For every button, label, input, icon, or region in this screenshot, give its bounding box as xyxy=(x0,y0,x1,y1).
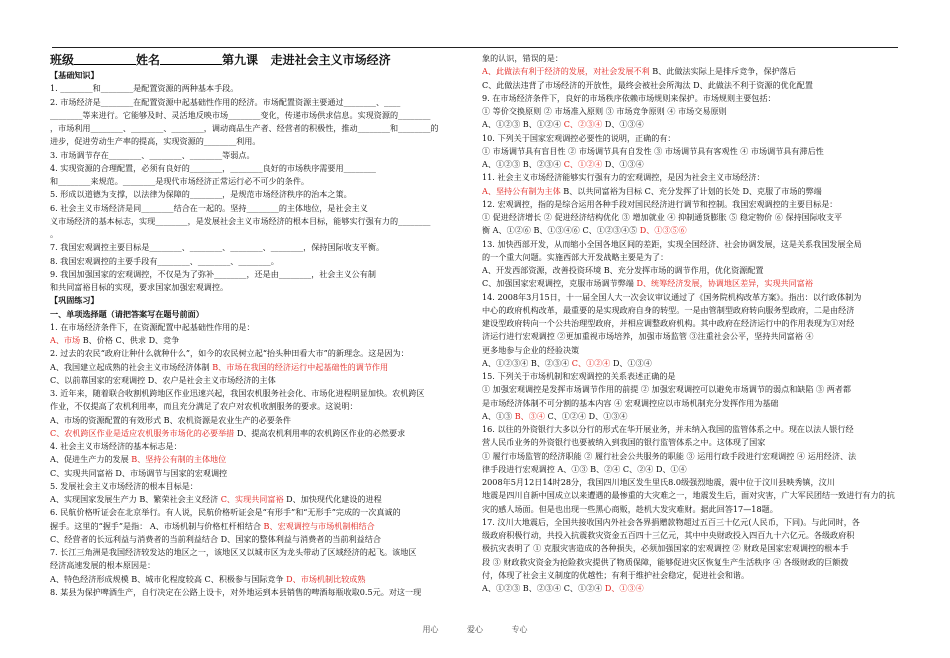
text-line: 义市场经济的基本标志，实现________，是发展社会主义市场经济的根本目标，能够实行强有力的________ xyxy=(50,215,431,226)
text-line: 经济高速发展的根本原因是： xyxy=(50,560,156,571)
class-label: 班级 xyxy=(50,53,75,67)
text-line: ________等来进行。它能够及时、灵活地反映市场________变化，传递市场供求信息。实现资源的________ xyxy=(50,109,431,120)
text-span: D、①③④ xyxy=(602,119,644,130)
text-line: 5. 形成以道德为支撑，以法律为保障的________，是规范市场经济秩序的治本之策。 xyxy=(50,189,352,200)
text-line: 建设型政府转向一个公共治理型政府，并相应调整政府机构。其中政府在经济运行中的作用表现为①对经 xyxy=(482,318,855,328)
right-text xyxy=(482,52,898,595)
text-line: 2. 市场经济是________在配置资源中起基础性作用的经济。市场配置资源主要通过________、____ xyxy=(50,96,401,107)
section-heading: 【巩固练习】 xyxy=(50,295,99,306)
text-span: C、加强国家宏观调控，克服市场调节弊端 xyxy=(482,278,637,289)
text-line: 地震是四川自新中国成立以来遭遇的最惨重的大灾难之一，地震发生后，面对灾害，广大军民团结一致进行有力的抗 xyxy=(482,490,895,501)
answer-highlight: C、实现共同富裕 xyxy=(220,494,284,504)
text-line: 13. 加快西部开发，从而缩小全国各地区间的差距，实现全国经济、社会协调发展，这是关系我国发展全局 xyxy=(482,238,862,249)
text-span: A、①②③ B、①②④ xyxy=(482,119,564,130)
text-line: 2. 过去的农民“政府让种什么就种什么”，如今的农民树立起“抬头种田看大市”的新理念。这是因为： xyxy=(50,348,409,359)
answer-highlight: D、市场机制比较成熟 xyxy=(286,573,366,584)
left-column xyxy=(50,52,460,599)
text-line: 1. ________和________是配置资源的两种基本手段。 xyxy=(50,83,239,94)
text-line: 17. 汶川大地震后，全国共接收国内外社会各界捐赠款物超过五百三十亿元(人民币，下同)。与此同时，各 xyxy=(482,516,860,527)
text-line: 更多地参与企业的经验决策 xyxy=(482,344,580,355)
text-line: 9. 我国加强国家的宏观调控，不仅是为了弥补________，还是由________，社会主义公有制 xyxy=(50,268,376,279)
name-blank xyxy=(160,53,222,65)
text-line: ，市场利用________、________、________，调动商品生产者、经营者的积极性，推动________和________的 xyxy=(50,123,439,133)
text-line: 4. 社会主义市场经济的基本标志是： xyxy=(50,441,182,451)
header-rule xyxy=(52,47,898,48)
text-line: 中心的政府机构改革，最重要的是实现政府自身的转型。一是由管制型政府转向服务型政府，二是由经济 xyxy=(482,304,855,315)
text-line: 2008年5月12日14时28分，我国四川地区发生里氏8.0级强烈地震，震中位于汶川县映秀镇，汶川 xyxy=(482,477,835,487)
text-line: 4. 实现资源的合理配置，必须有良好的________，________良好的市场秩序需要用________ xyxy=(50,162,376,173)
text-line xyxy=(482,582,898,595)
answer-highlight: C、①②④ xyxy=(563,159,603,169)
text-line: 6. 民航价格听证会在北京举行。有人说，民航价格听证会是“有形手”和“无形手”完成的一次真诚的 xyxy=(50,507,401,518)
text-span: A、①②③④ B、②③④ xyxy=(482,357,572,368)
lesson-label: 第九课 xyxy=(222,53,259,67)
answer-highlight: B、宏观调控与市场机制相结合 xyxy=(263,520,375,531)
text-line xyxy=(50,573,460,586)
text-line xyxy=(482,185,898,198)
answer-highlight: C、②③④ xyxy=(563,119,603,130)
text-line xyxy=(482,158,898,171)
text-line: 段 ③ 财政救灾资金为抢险救灾提供了物质保障，能够促进灾区恢复生产生活秩序 ④ 各级财政的巨额拨 xyxy=(482,556,849,567)
text-line: A、市场的资源配置的有效形式 B、农机资源是农业生产的必要条件 xyxy=(50,414,291,425)
class-blank xyxy=(74,53,136,65)
text-span: 11. 社会主义市场经济能够实行强有力的宏观调控，是因为社会主义市场经济： xyxy=(482,172,765,183)
text-line: 1. 在市场经济条件下，在资源配置中起基础性作用的是： xyxy=(50,321,255,332)
text-line xyxy=(50,520,460,533)
text-span: A、实现国家发展生产力 B、繁荣社会主义经济 xyxy=(50,494,221,504)
answer-highlight: C、农机跨区作业是适应农机服务市场化的必要举措 xyxy=(50,427,235,438)
text-span: A、特色经济形成规模 B、城市化程度较高 C、积极参与国际竞争 xyxy=(50,573,287,584)
text-span: B、价格 C、供求 D、竞争 xyxy=(80,335,180,345)
answer-highlight: B、市场在我国的经济运行中起基础性的调节作用 xyxy=(212,361,389,372)
text-line: 灾的感人场面。但是也出现一些黑心商贩，趁机大发灾难财。据此回答17—18题。 xyxy=(482,503,778,514)
text-line: ① 履行市场监管的经济职能 ② 履行社会公共服务的职能 ③ 运用行政手段进行宏观调控 ④ 运用经济、法 xyxy=(482,450,857,461)
lesson-title: 走进社会主义市场经济 xyxy=(270,53,391,67)
text-span: A、①③ xyxy=(482,410,515,421)
text-line: A、开发西部资源，改善投资环境 B、充分发挥市场的调节作用，优化资源配置 xyxy=(482,265,764,275)
text-line: 和共同富裕目标的实现，要求国家加强宏观调控。 xyxy=(50,282,229,292)
left-text xyxy=(50,69,460,599)
text-line: 级政府积极行动，共投入抗震救灾资金五百四十三亿元，其中中央财政投入四百九十六亿元。各级政府积 xyxy=(482,530,855,540)
text-span: D、提高农机利用率的农机跨区作业的必然要求 xyxy=(234,427,406,438)
text-line: 9. 在市场经济条件下，良好的市场秩序依赖市场规则来保护。市场规则主要包括： xyxy=(482,92,776,103)
text-line xyxy=(50,361,460,374)
page-footer: 用心 爱心 专心 xyxy=(422,625,528,634)
answer-highlight: B、坚持公有制的主体地位 xyxy=(131,454,227,465)
text-line xyxy=(50,334,460,347)
text-line xyxy=(482,65,898,78)
text-line: ① 市场调节具有盲目性 ② 市场调节具有自发性 ③ 市场调节具有客观性 ④ 市场调节具有滞后性 xyxy=(482,145,824,156)
text-span: D、加快现代化建设的进程 xyxy=(283,494,382,504)
text-line xyxy=(50,493,460,506)
page-title xyxy=(50,52,460,69)
text-line: 7. 我国宏观调控主要目标是________、________、________、________，保持国际收支平衡。 xyxy=(50,242,385,253)
answer-highlight: D、①③⑤⑥ xyxy=(639,225,687,236)
text-line: 16. 以往的外资银行大多以分行的形式在华开展业务，并未纳入我国的监管体系之中。现在以法人银行经 xyxy=(482,424,854,434)
text-line xyxy=(482,171,898,184)
text-line: C、此做法违背了市场经济的开放性，最终会被社会所淘汰 D、此做法不利于资源的优化配置 xyxy=(482,79,813,90)
right-column xyxy=(482,52,898,595)
text-span: D、①③④ xyxy=(610,357,652,368)
text-line: 象的认识，错误的是： xyxy=(482,53,563,63)
text-line: 和________来规范。________是现代市场经济正常运行必不可少的条件。 xyxy=(50,176,310,186)
answer-highlight: C、①②④ xyxy=(571,357,611,368)
text-line: 的一个重大问题。实施西部大开发战略主要是为了： xyxy=(482,251,669,262)
text-line: 3. 近年来，随着联合收割机跨地区作业迅速兴起，我国农机服务社会化、市场化进程明显加快。农机跨区 xyxy=(50,388,425,398)
answer-highlight: D、统筹经济发展，协调地区差异，实现共同富裕 xyxy=(636,278,813,289)
text-line xyxy=(482,410,898,423)
text-span: 衡 A、①②⑥ B、①③④⑥ C、①②③④⑤ xyxy=(482,225,640,236)
text-line: ① 加强宏观调控是发挥市场调节作用的前提 ② 加强宏观调控可以避免市场调节的弱点和缺陷 ③ 两者都 xyxy=(482,384,851,395)
text-line: 是市场经济体制不可分割的基本内容 ④ 宏观调控应以市场机制充分发挥作用为基础 xyxy=(482,397,779,408)
text-line: 作业，不仅提高了农机利用率，而且充分满足了农户对农机收割服务的要求。这说明： xyxy=(50,401,358,412)
text-line: ① 等价交换原则 ② 市场准入原则 ③ 市场竞争原则 ④ 市场交易原则 xyxy=(482,106,727,116)
text-line: 12. 宏观调控，指的是综合运用各种手段对国民经济进行调节和控制。我国宏观调控的主要目标是： xyxy=(482,198,838,209)
text-span: 握手。这里的“握手”是指： A、市场机制与价格杠杆相结合 xyxy=(50,520,264,531)
text-line: 15. 下列关于市场机制和宏观调控的关系表述正确的是 xyxy=(482,371,676,381)
text-line: 3. 市场调节存在________、________、________等弱点。 xyxy=(50,149,255,160)
section-heading: 一、单项选择题（请把答案写在题号前面） xyxy=(50,308,204,319)
answer-highlight: A、此做法有利于经济的发展，对社会发展不利 xyxy=(482,66,650,77)
text-line: 律手段进行宏观调控 A、①③ B、②④ C、②④ D、①④ xyxy=(482,463,687,474)
text-line: 极抗灾表明了 ① 克服灾害造成的各种损失，必须加强国家的宏观调控 ② 财政是国家宏观调控的根本手 xyxy=(482,543,849,554)
text-line: 10. 下列关于国家宏观调控必要性的说明，正确的有： xyxy=(482,132,676,143)
text-line xyxy=(50,427,460,440)
text-line: 进步，促进劳动生产率的提高，实现资源的________利用。 xyxy=(50,136,261,147)
text-span: A、①②③ B、②③④ C、①②④ xyxy=(482,583,605,593)
text-line xyxy=(482,118,898,131)
text-line xyxy=(482,357,898,370)
text-line: C、以前靠国家的宏观调控 D、农户是社会主义市场经济的主体 xyxy=(50,374,276,385)
text-span: D、①③④ xyxy=(602,159,644,169)
text-span: A、①②③ B、②③④ xyxy=(482,159,564,169)
text-line: C、经营者的长远利益与消费者的当前利益结合 D、国家的整体利益与消费者的当前利益结合 xyxy=(50,533,381,544)
text-line: 营人民币业务的外资银行也要被纳入到我国的银行监管体系之中。这体现了国家 xyxy=(482,437,766,448)
text-line xyxy=(50,453,460,466)
answer-highlight: D、①③④ xyxy=(604,583,644,593)
answer-highlight: B、③④ xyxy=(514,410,545,421)
name-label: 姓名 xyxy=(136,53,161,67)
section-heading: 【基础知识】 xyxy=(50,70,99,80)
text-line: 7. 长江三角洲是我国经济较发达的地区之一，该地区又以城市区为龙头带动了区域经济的起飞。该地区 xyxy=(50,547,417,557)
text-span: B、以共同富裕为目标 C、充分发挥了计划的长处 D、克服了市场的弊端 xyxy=(560,185,822,196)
text-span: B、此做法实际上是排斥竞争，保护落后 xyxy=(649,66,796,77)
text-line: ① 促进经济增长 ② 促进经济结构优化 ③ 增加就业 ④ 抑制通货膨胀 ⑤ 稳定物价 ⑥ 保持国际收支平 xyxy=(482,212,843,222)
text-line: 。 xyxy=(50,229,59,239)
text-line: 8. 某县为保护啤酒生产，自行决定在公路上设卡，对外地运到本县销售的啤酒每瓶收取0.5元。对这一现 xyxy=(50,586,422,597)
text-line: C、实现共同富裕 D、市场调节与国家的宏观调控 xyxy=(50,467,228,478)
answer-highlight: A、坚持公有制为主体 xyxy=(482,185,561,196)
text-line: 8. 我国宏观调控的主要手段有________、________、________。 xyxy=(50,255,279,266)
text-line xyxy=(482,277,898,290)
text-span: A、促进生产力的发展 xyxy=(50,454,132,465)
answer-highlight: A、市场 xyxy=(50,335,81,345)
text-line: 付，体现了社会主义制度的优越性；有利于维护社会稳定，促进社会和谐。 xyxy=(482,569,750,580)
text-line: 济运行进行宏观调控 ②更加重视市场培养，加强市场监管 ③注重社会公平，坚持共同富裕 ④ xyxy=(482,331,814,342)
text-span: C、①②④ D、①③④ xyxy=(544,410,628,421)
text-line: 5. 发展社会主义市场经济的根本目标是： xyxy=(50,480,198,491)
text-line: 6. 社会主义市场经济是同________结合在一起的。坚持________的主体地位，是社会主义 xyxy=(50,202,368,213)
text-line xyxy=(482,224,898,237)
text-span: A、我国建立起成熟的社会主义市场经济体制 xyxy=(50,361,213,372)
text-line: 14. 2008年3月15日，十一届全国人大一次会议审议通过了《国务院机构改革方案》。指出：以行政体制为 xyxy=(482,291,862,302)
